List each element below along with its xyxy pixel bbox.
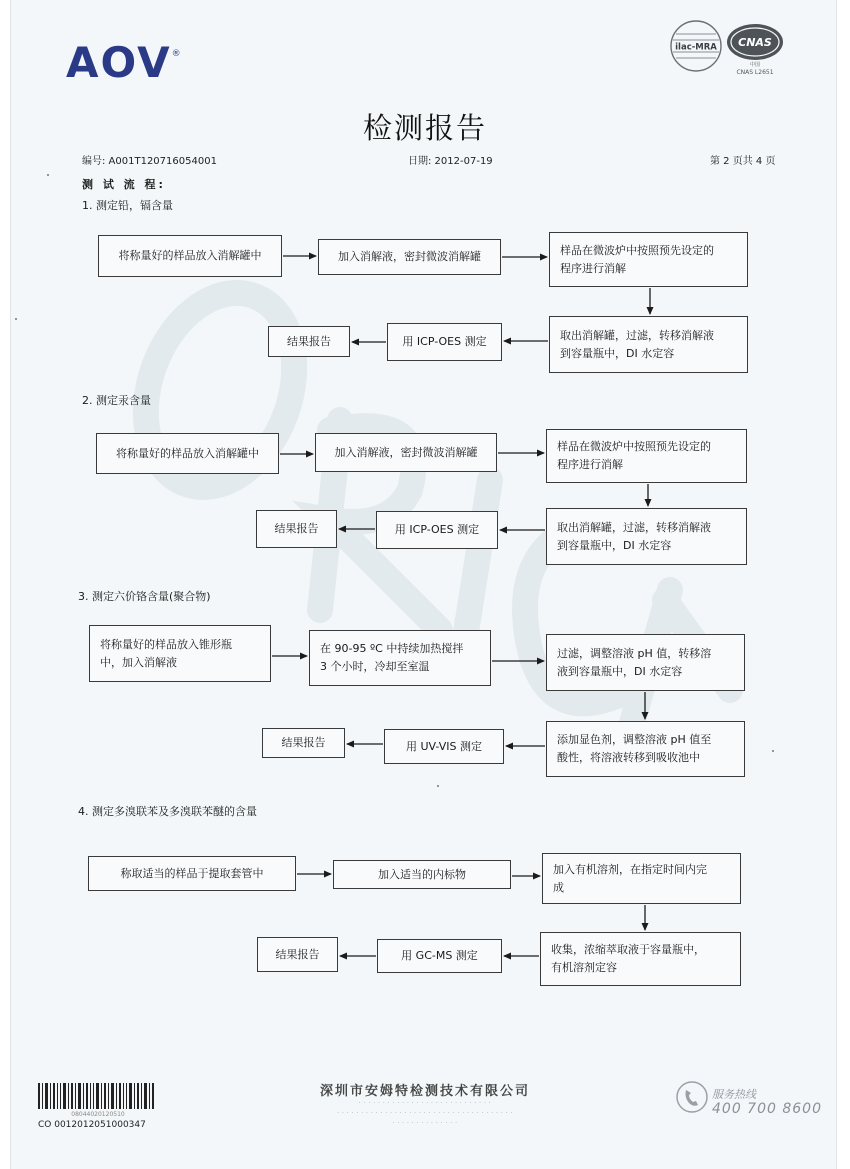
footer-fineprint: · · · · · · · · · · · · · · [392, 1120, 458, 1127]
flow-step: 将称量好的样品放入锥形瓶 中，加入消解液 [89, 625, 271, 682]
flow-step: 加入消解液，密封微波消解罐 [315, 433, 497, 472]
flow-step: 取出消解罐，过滤，转移消解液 到容量瓶中，DI 水定容 [546, 508, 747, 565]
cnas-sub: CNAS L2651 [736, 69, 774, 76]
report-title: 检测报告 [362, 111, 487, 145]
phone-icon [675, 1080, 709, 1114]
flow-step: 称取适当的样品于提取套管中 [88, 856, 296, 891]
flow-step: 结果报告 [256, 510, 337, 548]
hotline-number: 400 700 8600 [712, 1101, 822, 1117]
flow-step: 用 UV-VIS 测定 [384, 729, 504, 764]
flow-step: 用 ICP-OES 测定 [376, 511, 498, 549]
footer-fineprint: · · · · · · · · · · · · · · · · · · · · · · · · · · · · · · · · · · · · · [337, 1110, 513, 1117]
section-heading: 2. 测定汞含量 [82, 394, 151, 407]
hotline-label: 服务热线 [712, 1088, 756, 1101]
accreditation-logos [668, 18, 788, 88]
company-name: 深圳市安姆特检测技术有限公司 [319, 1084, 530, 1099]
scan-speck [15, 318, 17, 320]
footer-fineprint: · · · · · · · · · · · · · · · · · · · · · · · · · · · · [358, 1100, 492, 1107]
flow-step: 在 90-95 ºC 中持续加热搅拌 3 个小时，冷却至室温 [309, 630, 491, 686]
flow-step: 收集，浓缩萃取液于容量瓶中， 有机溶剂定容 [540, 932, 741, 986]
process-heading: 测 试 流 程: [82, 178, 166, 191]
flow-step: 样品在微波炉中按照预先设定的 程序进行消解 [549, 232, 748, 287]
flow-step: 过滤，调整溶液 pH 值，转移溶 液到容量瓶中，DI 水定容 [546, 634, 745, 691]
section-heading: 3. 测定六价铬含量(聚合物) [78, 590, 211, 603]
section-heading: 4. 测定多溴联苯及多溴联苯醚的含量 [78, 805, 257, 818]
flow-step: 取出消解罐，过滤，转移消解液 到容量瓶中，DI 水定容 [549, 316, 748, 373]
section-heading: 1. 测定铅，镉含量 [82, 199, 173, 212]
scan-speck [47, 174, 49, 176]
scan-speck [772, 750, 774, 752]
flow-step: 结果报告 [257, 937, 338, 972]
flow-step: 添加显色剂，调整溶液 pH 值至 酸性，将溶液转移到吸收池中 [546, 721, 745, 777]
flow-step: 用 GC-MS 测定 [377, 939, 502, 973]
flow-step: 将称量好的样品放入消解罐中 [98, 235, 282, 277]
flow-step: 样品在微波炉中按照预先设定的 程序进行消解 [546, 429, 747, 483]
flow-step: 结果报告 [268, 326, 350, 357]
ilac-label: ilac-MRA [675, 42, 717, 53]
page-number: 第 2 页共 4 页 [710, 156, 776, 167]
flow-step: 加入消解液，密封微波消解罐 [318, 239, 501, 275]
flow-step: 结果报告 [262, 728, 345, 758]
cnas-label: CNAS [738, 36, 772, 49]
report-date: 日期: 2012-07-19 [408, 156, 493, 167]
flow-step: 用 ICP-OES 测定 [387, 323, 502, 361]
flow-step: 加入适当的内标物 [333, 860, 511, 889]
barcode-number: CO 0012012051000347 [38, 1120, 146, 1130]
aov-logo: AOV® [66, 38, 183, 87]
barcode-small-digits: 08044020120510 [71, 1111, 125, 1117]
report-number: 编号: A001T120716054001 [82, 156, 217, 167]
flow-step: 加入有机溶剂，在指定时间内完 成 [542, 853, 741, 904]
cnas-cn: 中国 [749, 62, 761, 68]
flow-step: 将称量好的样品放入消解罐中 [96, 433, 279, 474]
scan-speck [437, 785, 439, 787]
